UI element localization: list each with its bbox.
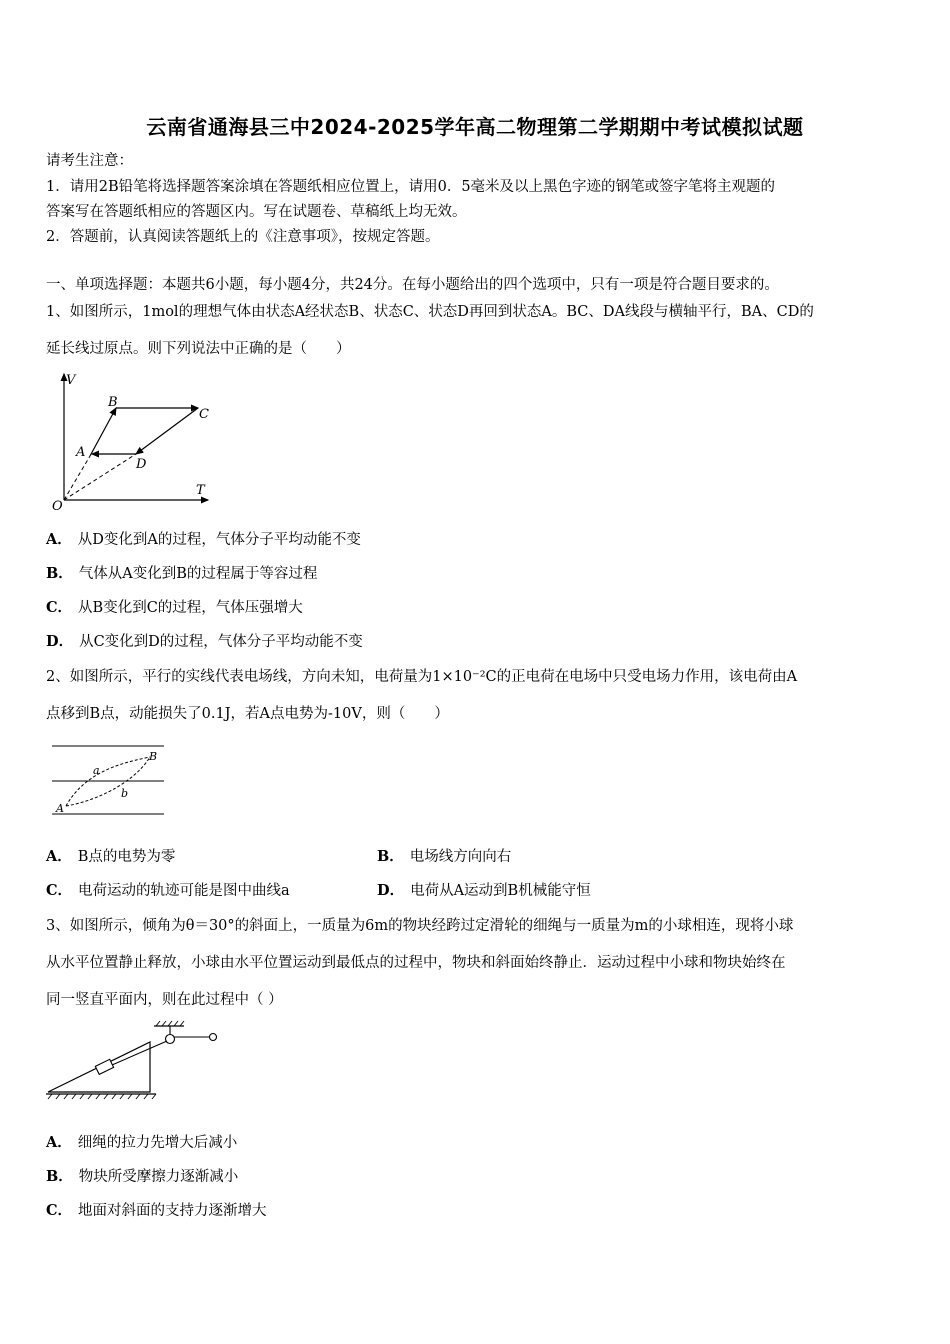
t-axis-label: T (196, 483, 205, 498)
path-a-to-b (90, 408, 116, 456)
q2-option-c[interactable]: C． 电荷运动的轨迹可能是图中曲线a (46, 882, 290, 899)
point-c-label: C (199, 407, 209, 422)
string-to-block (112, 1041, 167, 1065)
q2-option-d[interactable]: D． 电荷从A运动到B机械能守恒 (377, 882, 591, 899)
point-d-label: D (136, 457, 147, 472)
q2-option-a[interactable]: A． B点的电势为零 (46, 848, 176, 865)
q1-option-d[interactable]: D． 从C变化到D的过程，气体分子平均动能不变 (46, 633, 363, 650)
q1-option-c[interactable]: C． 从B变化到C的过程，气体压强增大 (46, 599, 303, 616)
q2-field-diagram (46, 740, 171, 820)
path-c-to-d (136, 408, 198, 454)
section-heading: 一、单项选择题：本题共6小题，每小题4分，共24分。在每小题给出的四个选项中，只有一项是符合题目要求的。 (46, 277, 779, 293)
origin-label: O (52, 499, 63, 513)
point-b-label: B (108, 395, 118, 410)
q3-stem-line-1: 3、如图所示，倾角为θ＝30°的斜面上，一质量为6m的物块经跨过定滑轮的细绳与一质量为m的小球相连，现将小球 (46, 918, 794, 934)
q2-stem-line-1: 2、如图所示，平行的实线代表电场线，方向未知，电荷量为1×10⁻²C的正电荷在电场中只受电场力作用，该电荷由A (46, 669, 798, 685)
point-a-label: A (76, 445, 86, 460)
ba-extension (64, 456, 90, 500)
q1-vt-diagram (46, 368, 216, 513)
point-b-label: B (149, 750, 158, 763)
curve-b-label: b (121, 787, 129, 800)
cd-extension (64, 454, 136, 500)
q3-stem-line-2: 从水平位置静止释放，小球由水平位置运动到最低点的过程中，物块和斜面始终静止．运动过程中小球和物块始终在 (46, 955, 786, 971)
ball (210, 1034, 217, 1041)
q2-stem-line-2: 点移到B点，动能损失了0.1J，若A点电势为-10V，则（ ） (46, 706, 449, 722)
curve-a-label: a (93, 764, 100, 777)
q1-option-a[interactable]: A． 从D变化到A的过程，气体分子平均动能不变 (46, 531, 361, 548)
notice-heading: 请考生注意： (46, 153, 133, 169)
point-a-label: A (56, 802, 64, 815)
page-title: 云南省通海县三中2024-2025学年高二物理第二学期期中考试模拟试题 (146, 115, 804, 139)
q3-option-b[interactable]: B． 物块所受摩擦力逐渐减小 (46, 1168, 239, 1185)
q3-option-c[interactable]: C． 地面对斜面的支持力逐渐增大 (46, 1202, 267, 1219)
notice-line-3: 2．答题前，认真阅读答题纸上的《注意事项》，按规定答题。 (46, 229, 440, 245)
q3-option-a[interactable]: A． 细绳的拉力先增大后减小 (46, 1134, 238, 1151)
ground-hatch (48, 1094, 156, 1099)
ceiling-hatch (156, 1021, 184, 1026)
q2-option-b[interactable]: B． 电场线方向向右 (377, 848, 512, 865)
pulley (166, 1035, 175, 1044)
q1-stem-line-2: 延长线过原点。则下列说法中正确的是（ ） (46, 341, 351, 357)
q3-stem-line-3: 同一竖直平面内，则在此过程中（ ） (46, 992, 283, 1008)
q1-stem-line-1: 1、如图所示，1mol的理想气体由状态A经状态B、状态C、状态D再回到状态A。BC、DA线段与横轴平行，BA、CD的 (46, 304, 814, 320)
q1-option-b[interactable]: B． 气体从A变化到B的过程属于等容过程 (46, 565, 318, 582)
q3-incline-diagram (44, 1020, 224, 1102)
block (95, 1059, 113, 1074)
notice-line-2: 答案写在答题纸相应的答题区内。写在试题卷、草稿纸上均无效。 (46, 204, 467, 220)
v-axis-label: V (66, 373, 76, 388)
notice-line-1: 1．请用2B铅笔将选择题答案涂填在答题纸相应位置上，请用0．5毫米及以上黑色字迹的钢笔或签字笔将主观题的 (46, 179, 776, 195)
